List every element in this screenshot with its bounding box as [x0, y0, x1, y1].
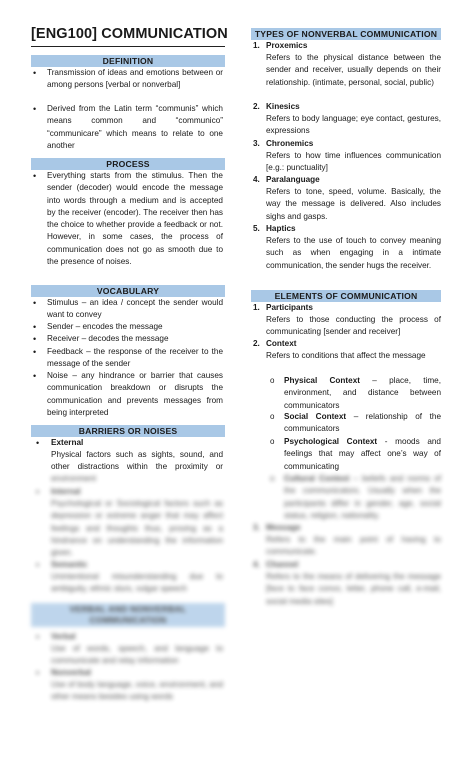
bullet-icon: • — [33, 298, 37, 308]
vocabulary-item: Feedback – the response of the receiver to the message of the sender — [47, 347, 223, 369]
barrier-external-title: External — [51, 438, 84, 447]
vocabulary-item: Receiver – decodes the message — [47, 334, 169, 343]
definition-item: Derived from the Latin term “communis” which means common and “communico” “communicare” which means to relate to one another — [47, 104, 223, 150]
bullet-icon: • — [36, 487, 40, 497]
barrier-external-text-rest: environment — [51, 474, 97, 483]
verbal-text: Use of words, speech, and language to communicate and relay information — [51, 644, 223, 666]
barrier-semantic-title: Semantic — [51, 560, 88, 569]
kinesics-title: Kinesics — [266, 102, 300, 111]
proxemics-text: Refers to the physical distance between the sender and receiver, usually depends on their relationship. (intimate, personal, social, public) — [266, 53, 441, 87]
definition-item: Transmission of ideas and emotions between or among persons [verbal or nonverbal] — [47, 68, 223, 90]
social-context: Social Context – relationship of the communicators — [284, 412, 441, 434]
barrier-internal-title: Internal — [51, 487, 81, 496]
paralanguage-text: Refers to tone, speed, volume. Basically, the way the message is delivered. Also includes sighs and gasps. — [266, 187, 441, 221]
haptics-title: Haptics — [266, 224, 296, 233]
context-title: Context — [266, 339, 297, 348]
bullet-icon: • — [33, 334, 37, 344]
participants-title: Participants — [266, 303, 313, 312]
title-divider — [31, 46, 225, 47]
nonverbal-types-header: TYPES OF NONVERBAL COMMUNICATION — [251, 28, 441, 40]
bullet-icon: • — [33, 104, 37, 114]
barrier-external-text: Physical factors such as sights, sound, and other distractions within the proximity or — [51, 450, 223, 472]
haptics-text: Refers to the use of touch to convey meaning such as when engaging in a intimate communication, the sender hugs the receiver. — [266, 236, 441, 270]
item-number: 3. — [253, 139, 260, 148]
proxemics-title: Proxemics — [266, 41, 308, 50]
circle-bullet-icon: o — [270, 474, 275, 483]
bullet-icon: • — [36, 438, 40, 448]
cultural-context: Cultural Context – beliefs and norms of the communicators. Usually when the participants differ in gender, age, social status, religion, nationality. — [284, 474, 441, 520]
bullet-icon: • — [36, 668, 40, 678]
bullet-icon: • — [33, 68, 37, 78]
bullet-icon: • — [33, 347, 37, 357]
barrier-semantic-text: Unintentional misunderstanding due to ambiguity, ethnic slurs, vulgar speech — [51, 572, 223, 594]
item-number: 2. — [253, 102, 260, 111]
vocabulary-header: VOCABULARY — [31, 285, 225, 297]
nonverbal-title: Nonverbal — [51, 668, 92, 677]
item-number: 1. — [253, 41, 260, 50]
vocabulary-item: Sender – encodes the message — [47, 322, 163, 331]
circle-bullet-icon: o — [270, 412, 275, 421]
definition-header: DEFINITION — [31, 55, 225, 67]
elements-header: ELEMENTS OF COMMUNICATION — [251, 290, 441, 302]
barriers-header: BARRIERS OR NOISES — [31, 425, 225, 437]
chronemics-title: Chronemics — [266, 139, 314, 148]
verbal-nonverbal-header: VERBAL AND NONVERBAL COMMUNICATION — [31, 603, 225, 627]
kinesics-text: Refers to body language; eye contact, gestures, expressions — [266, 114, 441, 136]
item-number: 2. — [253, 339, 260, 348]
paralanguage-title: Paralanguage — [266, 175, 320, 184]
participants-text: Refers to those conducting the process of communicating [sender and receiver] — [266, 315, 441, 337]
channel-text: Refers to the means of delivering the message [face to face convo, letter, phone call, e-mail, social media sites] — [266, 572, 441, 606]
verbal-title: Verbal — [51, 632, 76, 641]
process-header: PROCESS — [31, 158, 225, 170]
bullet-icon: • — [36, 632, 40, 642]
channel-title: Channel — [266, 560, 299, 569]
bullet-icon: • — [33, 371, 37, 381]
psychological-context: Psychological Context - moods and feelings that may affect one’s way of communicating — [284, 437, 441, 471]
physical-context: Physical Context – place, time, environment, and distance between communicators — [284, 376, 442, 410]
item-number: 4. — [253, 560, 260, 569]
page-title: [ENG100] COMMUNICATION — [31, 26, 228, 42]
vocabulary-item: Noise – any hindrance or barrier that causes communication breakdown or disrupts the communication and prevents messages from being interpreted — [47, 371, 223, 417]
nonverbal-text: Use of body language, voice, environment, and other means besides using words — [51, 680, 223, 702]
item-number: 5. — [253, 224, 260, 233]
vocabulary-item: Stimulus – an idea / concept the sender would want to convey — [47, 298, 223, 320]
item-number: 1. — [253, 303, 260, 312]
circle-bullet-icon: o — [270, 376, 275, 385]
bullet-icon: • — [33, 322, 37, 332]
chronemics-text: Refers to how time influences communication [e.g.: punctuality] — [266, 151, 441, 173]
bullet-icon: • — [33, 171, 37, 181]
item-number: 4. — [253, 175, 260, 184]
message-text: Refers to the main point of having to communicate. — [266, 535, 441, 557]
context-text: Refers to conditions that affect the message — [266, 351, 426, 360]
bullet-icon: • — [36, 560, 40, 570]
item-number: 3. — [253, 523, 260, 532]
process-text: Everything starts from the stimulus. Then the sender (decoder) would encode the message into words through a medium and is accepted by the receiver (encoder). The receiver then has the choice to whether provide a feedback or not. However, in some cases, the process of communication does not go as smooth due to the presence of noises. — [47, 171, 223, 267]
barrier-internal-text: Psychological or Sociological factors such as depression or extreme anger that may affect feelings and thoughts thus, proving as a hindrance on understanding the information given. — [51, 499, 223, 558]
message-title: Message — [266, 523, 301, 532]
circle-bullet-icon: o — [270, 437, 275, 446]
